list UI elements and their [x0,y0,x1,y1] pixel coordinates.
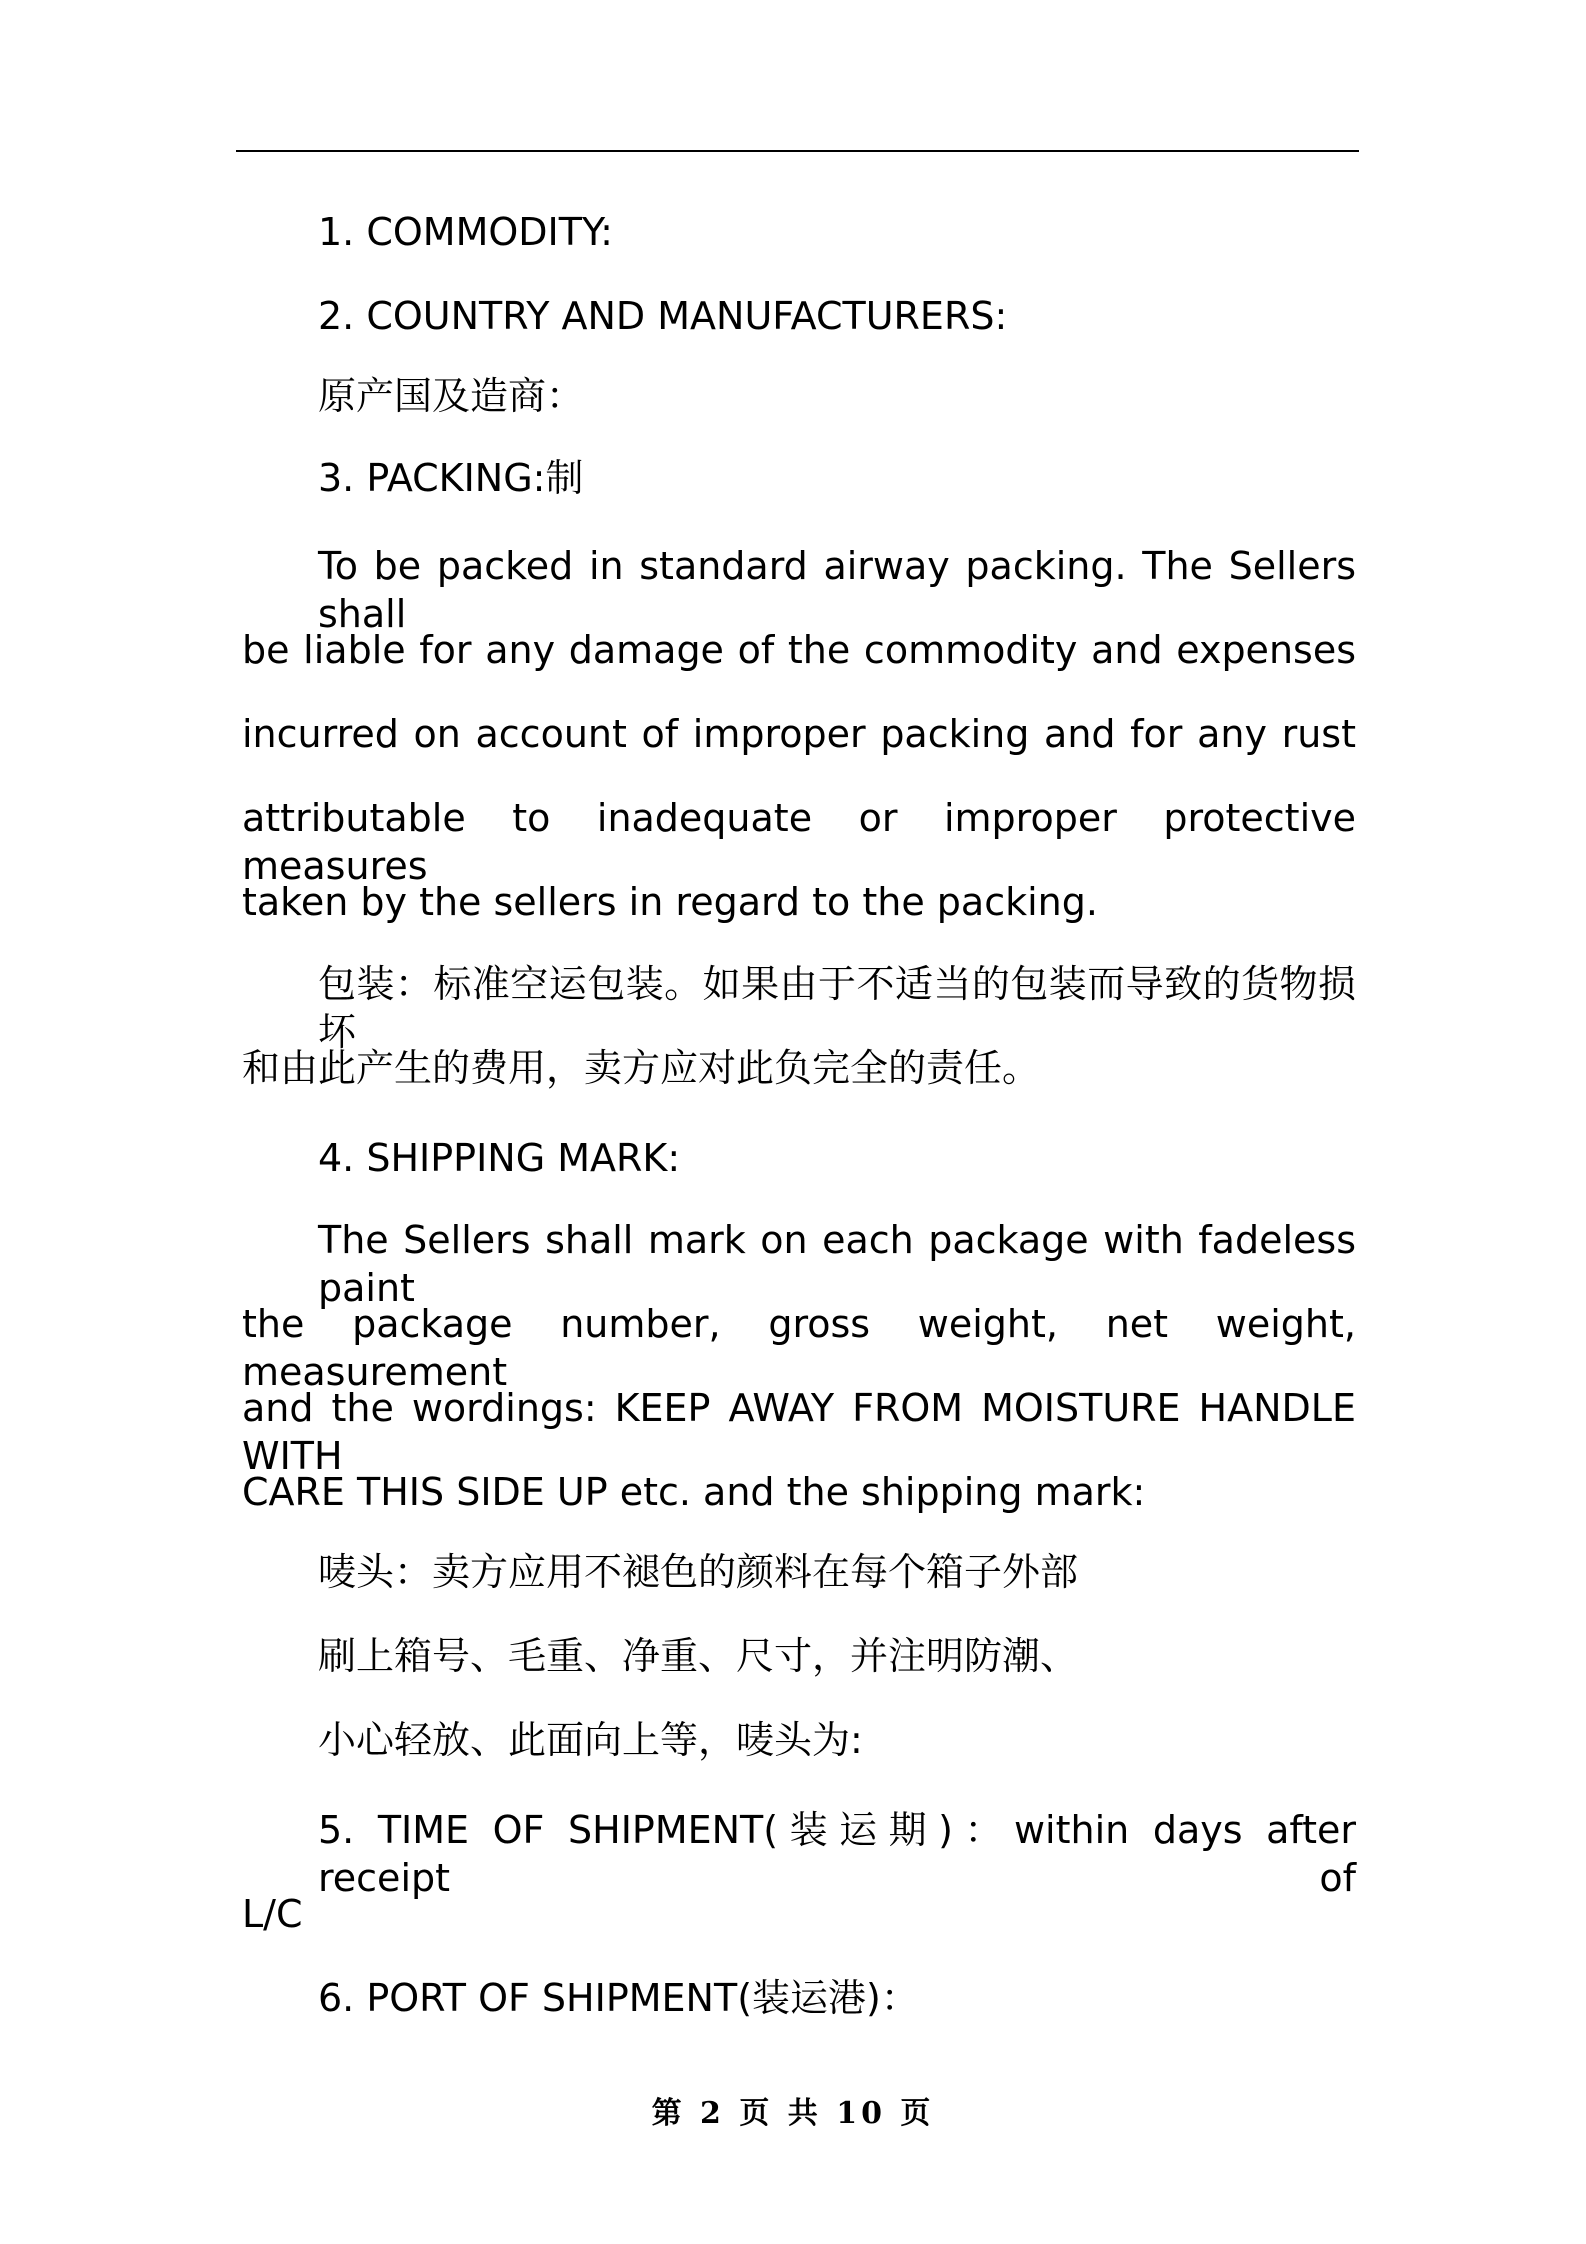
shipping-mark-text-line: and the wordings: KEEP AWAY FROM MOISTURE HANDLE WITH [242,1386,1356,1478]
shipping-mark-heading: 4. SHIPPING MARK: [318,1136,681,1180]
packing-text-line: taken by the sellers in regard to the packing. [242,880,1098,924]
country-heading: 2. COUNTRY AND MANUFACTURERS: [318,294,1008,338]
country-heading-cn: 原产国及造商： [318,374,585,418]
port-of-shipment-heading: 6. PORT OF SHIPMENT(装运港)： [318,1976,919,2020]
packing-text-cn-line: 包装：标准空运包装。如果由于不适当的包装而导致的货物损坏 [318,962,1356,1054]
shipping-mark-cn-line: 小心轻放、此面向上等，唛头为: [318,1718,863,1762]
packing-text-line: To be packed in standard airway packing. The Sellers shall [318,544,1356,636]
shipping-mark-text-line: CARE THIS SIDE UP etc. and the shipping mark: [242,1470,1146,1514]
packing-text-line: be liable for any damage of the commodity and expenses [242,628,1356,672]
time-of-shipment-line: 5. TIME OF SHIPMENT(装运期)：within days after receipt of [318,1808,1356,1900]
commodity-heading: 1. COMMODITY: [318,210,613,254]
packing-text-cn-line: 和由此产生的费用，卖方应对此负完全的责任。 [242,1046,1041,1090]
page-number: 第 2 页 共 10 页 [651,2096,935,2131]
packing-text-line: incurred on account of improper packing and for any rust [242,712,1356,756]
packing-heading: 3. PACKING:制 [318,456,584,500]
shipping-mark-cn-line: 刷上箱号、毛重、净重、尺寸，并注明防潮、 [318,1634,1079,1678]
time-of-shipment-line: L/C [242,1892,303,1936]
shipping-mark-text-line: the package number, gross weight, net weight, measurement [242,1302,1356,1394]
header-rule [236,150,1359,152]
packing-text-line: attributable to inadequate or improper protective measures [242,796,1356,888]
shipping-mark-text-line: The Sellers shall mark on each package with fadeless paint [318,1218,1356,1310]
shipping-mark-cn-line: 唛头：卖方应用不褪色的颜料在每个箱子外部 [318,1550,1079,1594]
